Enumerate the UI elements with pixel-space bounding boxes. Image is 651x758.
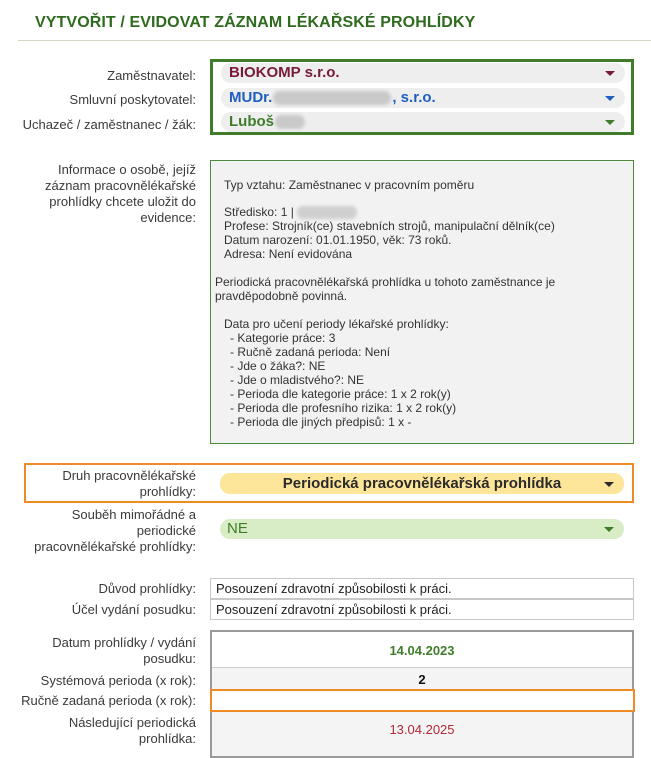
next-exam-label: Následující periodická prohlídka:: [68, 715, 196, 746]
exam-date-label: Datum prohlídky / vydání posudku:: [52, 635, 196, 666]
info-period-risk: - Perioda dle profesního rizika: 1 x 2 rok(y): [230, 401, 457, 415]
chevron-down-icon: [605, 120, 615, 125]
chevron-down-icon: [605, 96, 615, 101]
exam-date-input[interactable]: 14.04.2023: [389, 643, 455, 658]
provider-value-suffix: , s.r.o.: [392, 89, 436, 106]
provider-value-prefix: MUDr.: [229, 89, 273, 106]
info-periodic-note-2: pravděpodobně povinná.: [215, 289, 348, 303]
info-work-category: - Kategorie práce: 3: [230, 331, 336, 345]
info-is-student: - Jde o žáka?: NE: [230, 359, 326, 373]
employer-select[interactable]: [221, 63, 625, 83]
provider-select[interactable]: [221, 88, 625, 108]
person-label: Uchazeč / zaměstnanec / žák:: [22, 117, 196, 132]
next-exam-value: 13.04.2025: [389, 722, 455, 737]
reason-label: Důvod prohlídky:: [98, 581, 196, 596]
reason-input[interactable]: Posouzení zdravotní způsobilosti k práci.: [210, 578, 634, 599]
person-info-panel: [210, 160, 634, 444]
exam-type-value: Periodická pracovnělékařská prohlídka: [282, 475, 562, 492]
system-period-label: Systémová perioda (x rok):: [40, 673, 196, 688]
concurrent-select[interactable]: [220, 519, 624, 539]
chevron-down-icon: [604, 527, 614, 532]
purpose-input[interactable]: Posouzení zdravotní způsobilosti k práci.: [210, 599, 634, 620]
redacted-surname: [275, 115, 305, 129]
person-select[interactable]: [221, 112, 625, 132]
info-periodic-note-1: Periodická pracovnělékařská prohlídka u tohoto zaměstnance je: [215, 275, 556, 289]
info-period-category: - Perioda dle kategorie práce: 1 x 2 rok(y): [230, 387, 451, 401]
info-period-other: - Perioda dle jiných předpisů: 1 x -: [230, 415, 412, 429]
chevron-down-icon: [604, 482, 614, 487]
manual-period-label: Ručně zadaná perioda (x rok):: [21, 693, 196, 708]
provider-label: Smluvní poskytovatel:: [69, 92, 196, 107]
manual-period-input[interactable]: [210, 689, 635, 712]
info-relation-type: Typ vztahu: Zaměstnanec v pracovním poměru: [224, 178, 475, 192]
purpose-label: Účel vydání posudku:: [71, 602, 196, 617]
exam-type-select[interactable]: [220, 473, 624, 494]
info-cost-center: Středisko: 1 |: [224, 205, 357, 219]
redacted-name: [273, 91, 391, 105]
system-period-value: 2: [418, 672, 426, 687]
exam-type-label: Druh pracovnělékařské prohlídky:: [62, 468, 196, 499]
info-birth-date: Datum narození: 01.01.1950, věk: 73 roků.: [224, 233, 452, 247]
info-is-minor: - Jde o mladistvého?: NE: [230, 373, 365, 387]
concurrent-value: NE: [227, 520, 248, 537]
info-profession: Profese: Strojník(ce) stavebních strojů, manipulační dělník(ce): [224, 219, 555, 233]
chevron-down-icon: [605, 71, 615, 76]
info-period-data-heading: Data pro učení periody lékařské prohlídky:: [224, 317, 449, 331]
concurrent-label: Souběh mimořádné a periodické pracovnělékařské prohlídky:: [34, 507, 196, 554]
info-manual-period: - Ručně zadaná perioda: Není: [230, 345, 391, 359]
page-title: VYTVOŘIT / EVIDOVAT ZÁZNAM LÉKAŘSKÉ PROHLÍDKY: [35, 14, 476, 31]
person-value: Luboš: [229, 113, 274, 130]
employer-label: Zaměstnavatel:: [107, 68, 196, 83]
employer-value: BIOKOMP s.r.o.: [229, 64, 340, 81]
info-label: Informace o osobě, jejíž záznam pracovnělékařské prohlídky chcete uložit do evidence:: [44, 162, 196, 225]
title-divider: [18, 40, 651, 41]
info-address: Adresa: Není evidována: [224, 247, 353, 261]
